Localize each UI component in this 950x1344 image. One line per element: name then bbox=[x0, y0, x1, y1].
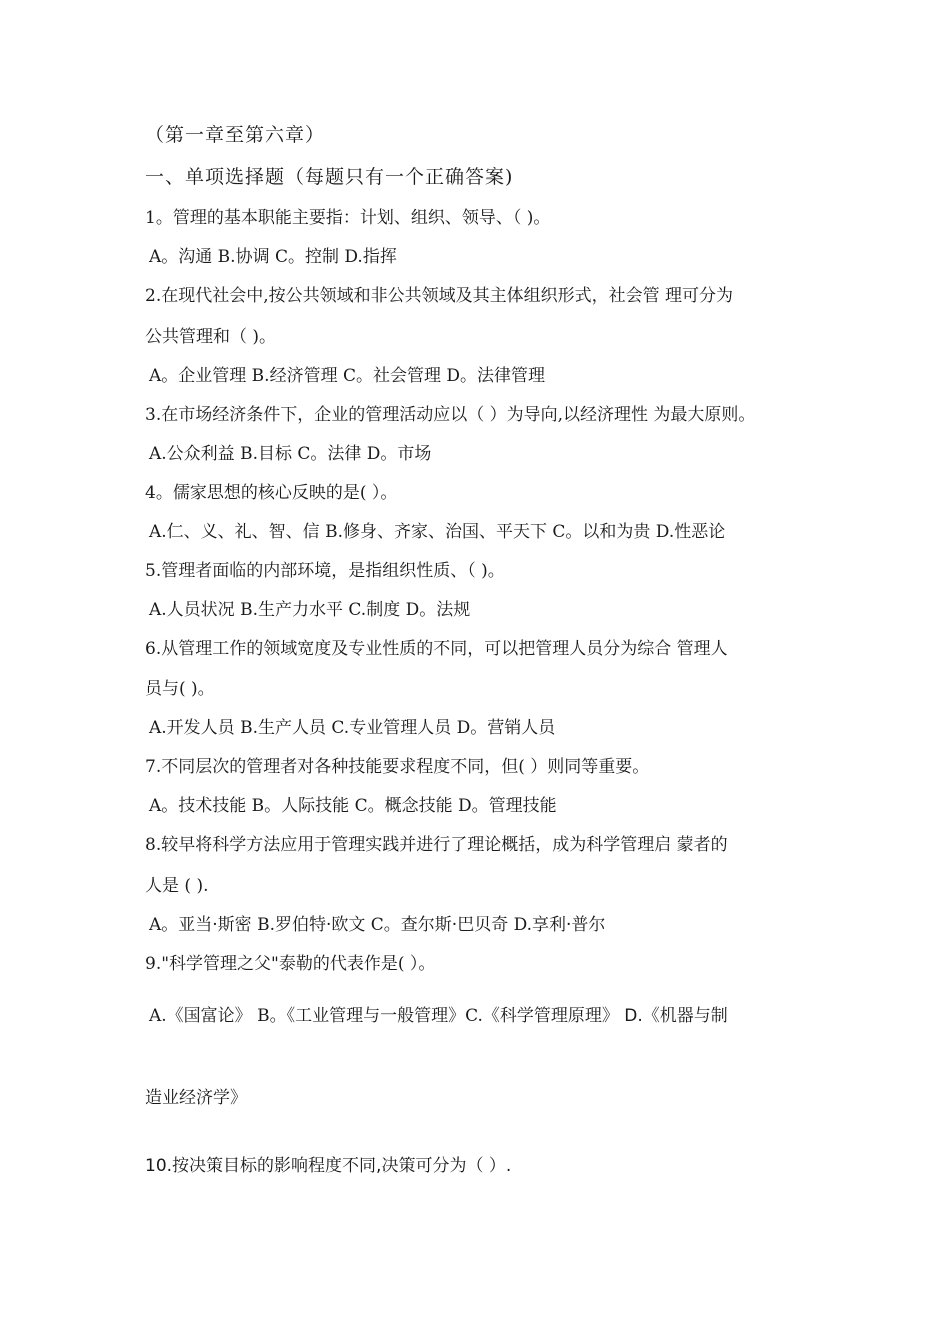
options-2: A。企业管理 B.经济管理 C。社会管理 D。法律管理 bbox=[149, 366, 546, 386]
question-9: 9."科学管理之父"泰勒的代表作是( ）。 bbox=[145, 954, 436, 974]
chapter-range: （第一章至第六章） bbox=[145, 124, 326, 146]
options-9-serif: A.《国富论》 B。《工业管理与一般管理》C. bbox=[149, 1006, 483, 1026]
options-9-sans: 《科学管理原理》 D.《机器与制 bbox=[482, 1006, 728, 1026]
options-9 bbox=[149, 1005, 728, 1027]
options-6: A.开发人员 B.生产人员 C.专业管理人员 D。营销人员 bbox=[149, 718, 556, 738]
options-9-cont: 造业经济学》 bbox=[145, 1088, 247, 1108]
question-6: 6.从管理工作的领域宽度及专业性质的不同，可以把管理人员分为综合 管理人 bbox=[145, 639, 728, 659]
options-5: A.人员状况 B.生产力水平 C.制度 D。法规 bbox=[149, 600, 471, 620]
question-7: 7.不同层次的管理者对各种技能要求程度不同，但( ）则同等重要。 bbox=[145, 757, 650, 777]
question-1: 1。管理的基本职能主要指：计划、组织、领导、（ )。 bbox=[145, 208, 551, 228]
question-2-cont: 公共管理和（ )。 bbox=[145, 327, 277, 347]
question-6-cont: 员与( )。 bbox=[145, 679, 215, 699]
question-3: 3.在市场经济条件下，企业的管理活动应以（ ）为导向,以经济理性 为最大原则。 bbox=[145, 405, 756, 425]
question-8: 8.较早将科学方法应用于管理实践并进行了理论概括，成为科学管理启 蒙者的 bbox=[145, 835, 728, 855]
section-title: 一、单项选择题（每题只有一个正确答案) bbox=[145, 166, 514, 188]
question-2: 2.在现代社会中,按公共领域和非公共领域及其主体组织形式，社会管 理可分为 bbox=[145, 286, 734, 306]
options-4: A.仁、义、礼、智、信 B.修身、齐家、治国、平天下 C。以和为贵 D.性恶论 bbox=[149, 522, 726, 542]
question-8-cont: 人是 ( ). bbox=[145, 876, 209, 896]
options-8: A。亚当·斯密 B.罗伯特·欧文 C。查尔斯·巴贝奇 D.享利·普尔 bbox=[149, 915, 606, 935]
options-1: A。沟通 B.协调 C。控制 D.指挥 bbox=[149, 247, 397, 267]
options-7: A。技术技能 B。人际技能 C。概念技能 D。管理技能 bbox=[149, 796, 557, 816]
options-3: A.公众利益 B.目标 C。法律 D。市场 bbox=[149, 444, 432, 464]
question-4: 4。儒家思想的核心反映的是( ）。 bbox=[145, 483, 398, 503]
question-10: 10.按决策目标的影响程度不同,决策可分为（ ）. bbox=[145, 1156, 512, 1176]
question-5: 5.管理者面临的内部环境，是指组织性质、（ )。 bbox=[145, 561, 505, 581]
